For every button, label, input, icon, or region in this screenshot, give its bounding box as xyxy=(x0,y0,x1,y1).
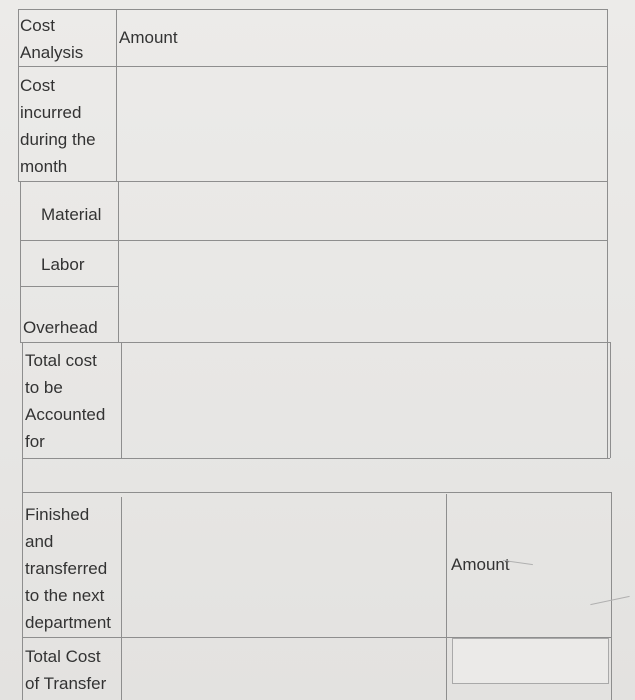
scan-mark xyxy=(590,596,629,605)
labor-label: Labor xyxy=(41,255,85,274)
table2-amount-divider xyxy=(446,494,447,700)
table2-left-border xyxy=(22,458,23,700)
amount-header: Amount xyxy=(119,28,178,47)
overhead-label: Overhead xyxy=(23,318,98,337)
total-cost-label: Total cost to be Accounted for xyxy=(25,351,106,451)
table2-divider xyxy=(121,497,122,700)
total-divider xyxy=(121,342,122,458)
table2-right-border xyxy=(611,492,612,700)
block-divider xyxy=(118,181,119,343)
total-left-border xyxy=(22,342,23,458)
cost-incurred-label: Cost incurred during the month xyxy=(20,76,96,176)
row-divider-3 xyxy=(20,240,607,241)
material-label: Material xyxy=(41,205,102,224)
total-cost-transfer-label: Total Cost of Transfer xyxy=(25,647,107,693)
table1-left-border xyxy=(18,9,19,181)
table1-divider xyxy=(116,9,117,181)
row-divider-1 xyxy=(18,66,607,67)
amount-header-2: Amount xyxy=(451,555,510,574)
table1-bottom-border xyxy=(22,458,610,459)
row-divider-5 xyxy=(20,342,610,343)
finished-transferred-label: Finished and transferred to the next department xyxy=(25,505,111,632)
row-divider-4 xyxy=(20,286,118,287)
table1-top-border xyxy=(18,9,607,10)
total-cost-transfer-input[interactable] xyxy=(452,638,609,684)
total-right-border xyxy=(610,342,611,458)
block-left-border xyxy=(20,181,21,343)
table1-right-border xyxy=(607,9,608,459)
row-divider-2 xyxy=(18,181,607,182)
cost-analysis-header: Cost Analysis xyxy=(20,16,84,62)
table2-top-border xyxy=(22,492,611,493)
